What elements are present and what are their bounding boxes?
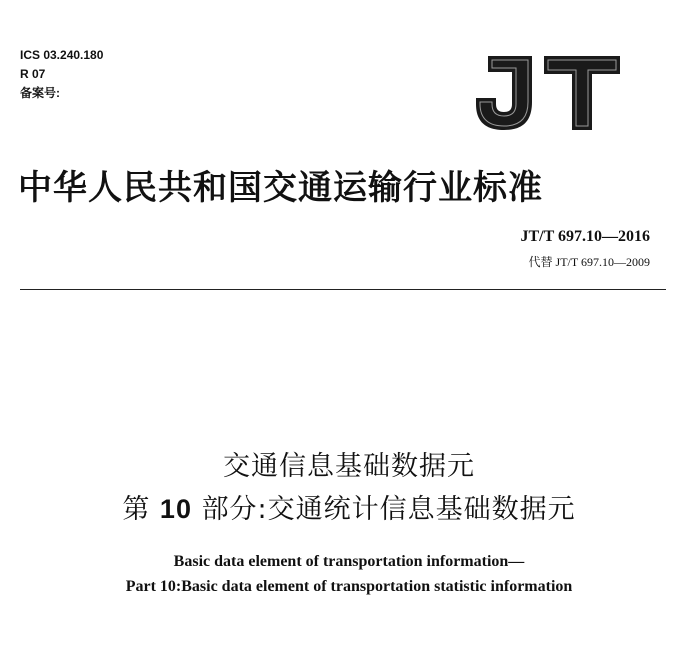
chinese-title-part-rest: 部分:交通统计信息基础数据元 (201, 494, 576, 525)
jt-logo-icon (474, 52, 624, 132)
english-title-line-1: Basic data element of transportation information— (173, 553, 525, 570)
chinese-title-part-prefix: 第 (122, 494, 151, 525)
chinese-title-line-1: 交通信息基础数据元 (223, 451, 475, 482)
classification-code: R 07 (20, 67, 46, 81)
chinese-title-line-2 (0, 487, 698, 526)
ics-code: ICS 03.240.180 (20, 48, 104, 62)
header-divider (20, 289, 666, 290)
replaced-standard: 代替 JT/T 697.10—2009 (528, 255, 650, 269)
standard-category-title: 中华人民共和国交通运输行业标准 (18, 168, 543, 208)
record-number-label: 备案号: (20, 86, 60, 100)
standard-code: JT/T 697.10—2016 (520, 228, 650, 245)
english-title-line-2: Part 10:Basic data element of transportation statistic information (125, 578, 573, 595)
chinese-title-part-number: 10 (159, 494, 192, 524)
standard-metadata (20, 46, 103, 103)
